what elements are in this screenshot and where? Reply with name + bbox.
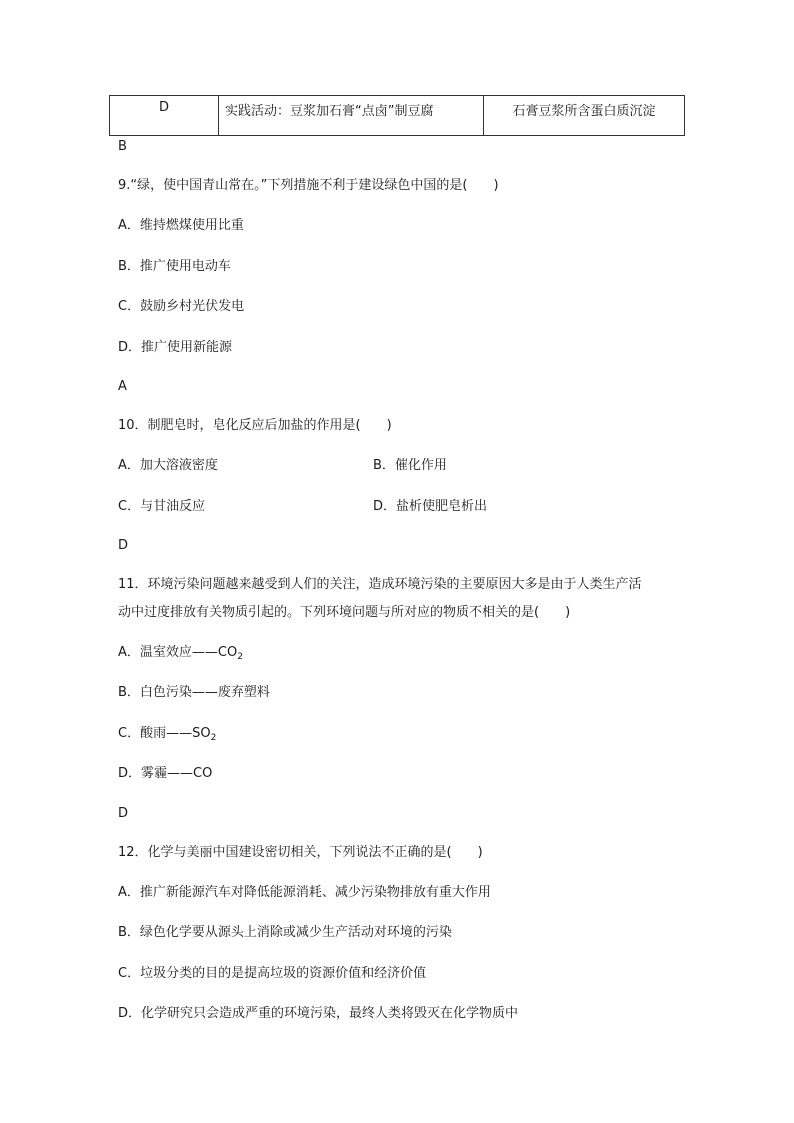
q11-answer: D: [118, 806, 129, 821]
q10-option-a: A．加大溶液密度: [118, 458, 218, 473]
q11-option-a: A．温室效应$——CO_2$: [118, 645, 243, 662]
q10-answer: D: [118, 538, 129, 553]
q11-stem-line2: 动中过度排放有关物质引起的。下列环境问题与所对应的物质不相关的是( ): [118, 605, 571, 620]
answer-table-fragment: [109, 95, 685, 136]
table-cell-explanation: 石膏豆浆所含蛋白质沉淀: [484, 96, 685, 136]
q10-option-d: D．盐析使肥皂析出: [373, 499, 488, 514]
q12-option-d: D．化学研究只会造成严重的环境污染，最终人类将毁灭在化学物质中: [118, 1006, 519, 1021]
q12-stem: 12．化学与美丽中国建设密切相关，下列说法不正确的是( ): [118, 845, 483, 860]
q9-stem: 9.“绿，使中国青山常在。”下列措施不利于建设绿色中国的是( ): [118, 178, 499, 193]
q9-answer: A: [118, 379, 127, 394]
q11-option-c: C．酸雨$——SO_2$: [118, 726, 217, 743]
q11-option-b: B．白色污染——废弃塑料: [118, 685, 270, 700]
q11-stem-line1: 11．环境污染问题越来越受到人们的关注，造成环境污染的主要原因大多是由于人类生产活: [118, 577, 642, 592]
q10-stem: 10．制肥皂时，皂化反应后加盐的作用是( ): [118, 418, 392, 433]
q9-option-b: B．推广使用电动车: [118, 259, 231, 274]
q9-option-c: C．鼓励乡村光伏发电: [118, 299, 245, 314]
q9-option-a: A．维持燃煤使用比重: [118, 218, 244, 233]
q10-option-b: B．催化作用: [373, 458, 447, 473]
table-row: [110, 96, 685, 136]
q12-option-c: C．垃圾分类的目的是提高垃圾的资源价值和经济价值: [118, 966, 427, 981]
table-cell-activity: 实践活动：豆浆加石膏“点卤”制豆腐: [219, 96, 484, 136]
answer-q8: B: [118, 139, 127, 154]
q12-option-a: A．推广新能源汽车对降低能源消耗、减少污染物排放有重大作用: [118, 885, 491, 900]
q10-option-c: C．与甘油反应: [118, 499, 206, 514]
q12-option-b: B．绿色化学要从源头上消除或减少生产活动对环境的污染: [118, 925, 452, 940]
table-cell-option: D: [110, 96, 219, 136]
q11-option-d: D．雾霾——CO: [118, 766, 213, 781]
q9-option-d: D．推广使用新能源: [118, 340, 233, 355]
